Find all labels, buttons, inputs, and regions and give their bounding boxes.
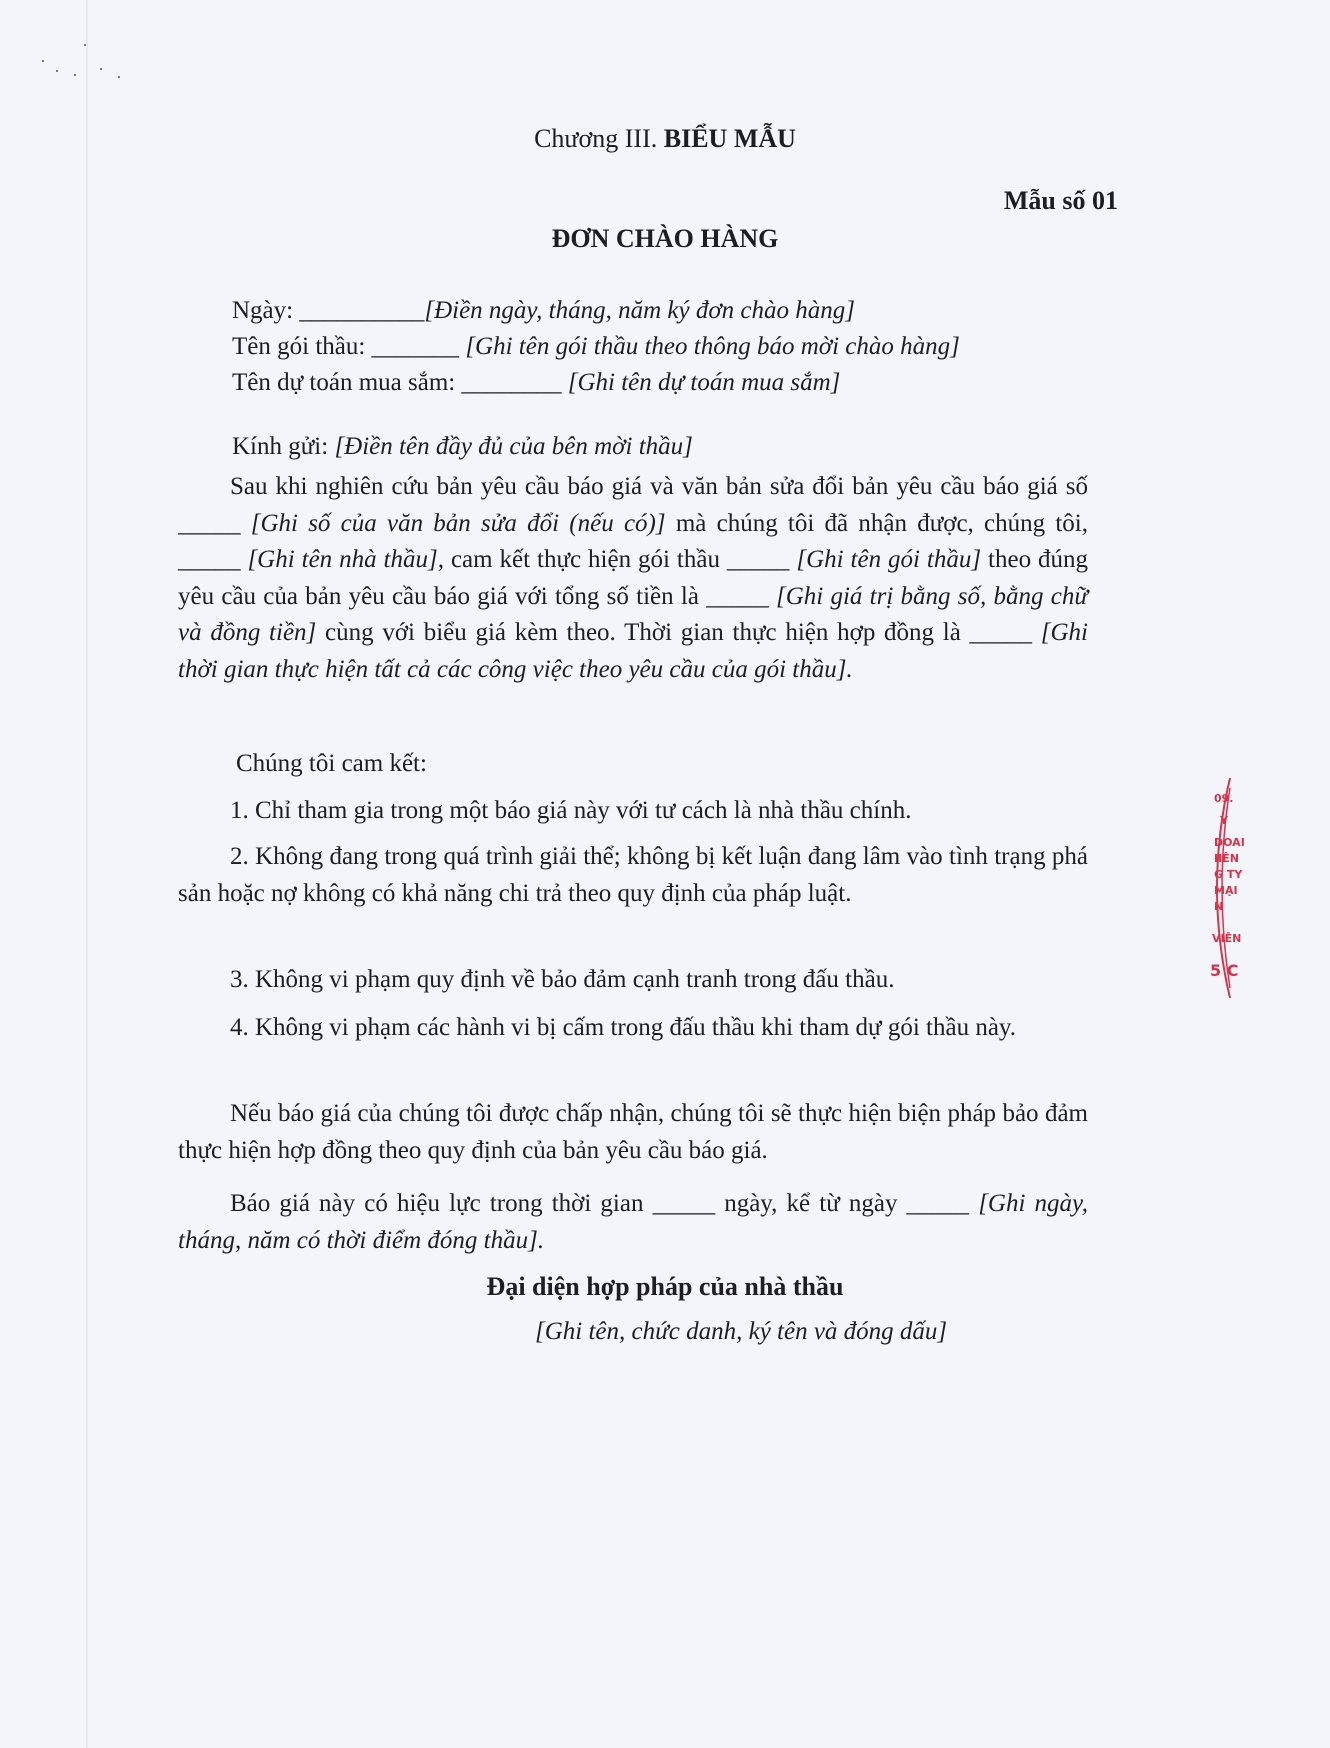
acceptance-paragraph <box>178 1096 1088 1169</box>
commitment-item <box>178 962 1088 999</box>
intro-text-4: theo đúng yêu cầu của bản yêu cầu báo giá với tổng số tiền là _____ <box>178 546 1089 610</box>
commitment-item <box>178 793 1088 830</box>
stamp-text: VIÊN <box>1212 932 1242 945</box>
chapter-heading <box>0 124 1330 154</box>
chapter-title: BIỂU MẪU <box>663 124 796 153</box>
intro-text-2: mà chúng tôi đã nhận được, chúng tôi, _____ <box>178 509 1088 573</box>
intro-hint-4: [Ghi giá trị bằng số, bằng chữ và đồng tiền] <box>178 582 1089 646</box>
acceptance-text: Nếu báo giá của chúng tôi được chấp nhận, chúng tôi sẽ thực hiện biện pháp bảo đảm thực hiện hợp đồng theo quy định của bản yêu cầu báo giá. <box>178 1100 1088 1164</box>
speck <box>100 68 102 70</box>
stamp-text: Y <box>1220 814 1228 827</box>
stamp-text: DOAI <box>1214 836 1245 849</box>
intro-text-5: cùng với biểu giá kèm theo. Thời gian thực hiện hợp đồng là _____ <box>325 619 1033 646</box>
stamp-text: N <box>1214 900 1224 913</box>
intro-text-1: Sau khi nghiên cứu bản yêu cầu báo giá và văn bản sửa đổi bản yêu cầu báo giá số _____ <box>178 473 1088 537</box>
intro-text-3: cam kết thực hiện gói thầu _____ <box>450 546 790 573</box>
document-title: ĐƠN CHÀO HÀNG <box>551 224 779 253</box>
addressee <box>232 430 693 464</box>
intro-hint-1: [Ghi số của văn bản sửa đổi (nếu có)] <box>250 509 666 537</box>
validity-hint: [Ghi ngày, tháng, năm có thời điểm đóng thầu]. <box>178 1190 1088 1254</box>
validity-text: Báo giá này có hiệu lực trong thời gian _____ ngày, kể từ ngày _____ <box>230 1190 970 1217</box>
speck <box>56 70 58 72</box>
commit-intro: Chúng tôi cam kết: <box>236 750 427 777</box>
validity-paragraph <box>178 1186 1088 1259</box>
commitment-text: 2. Không đang trong quá trình giải thể; không bị kết luận đang lâm vào tình trạng phá sản hoặc nợ không có khả năng chi trả theo quy định của pháp luật. <box>178 843 1088 907</box>
package-label: Tên gói thầu: _______ <box>232 333 460 360</box>
form-number: Mẫu số 01 <box>1003 186 1118 215</box>
intro-paragraph <box>178 469 1088 688</box>
estimate-label: Tên dự toán mua sắm: ________ <box>232 369 562 396</box>
date-field <box>232 294 855 328</box>
red-stamp-fragment <box>1186 778 1245 998</box>
stamp-text: 09. <box>1214 792 1234 805</box>
signature-hint: [Ghi tên, chức danh, ký tên và đóng dấu] <box>535 1318 948 1345</box>
addressee-label: Kính gửi: <box>232 433 329 460</box>
scan-specks <box>38 44 138 94</box>
chapter-prefix: Chương III. <box>534 124 658 153</box>
package-hint: [Ghi tên gói thầu theo thông báo mời chào hàng] <box>465 333 960 360</box>
stamp-text: 5 C <box>1210 961 1239 980</box>
speck <box>42 60 44 62</box>
stamp-text: MẠI <box>1214 884 1238 897</box>
package-field <box>232 330 960 364</box>
scan-edge <box>86 0 88 1748</box>
speck <box>84 44 86 46</box>
date-label: Ngày: __________ <box>232 297 425 324</box>
commitment-text: 4. Không vi phạm các hành vi bị cấm trong đấu thầu khi tham dự gói thầu này. <box>230 1014 1017 1041</box>
commitment-text: 3. Không vi phạm quy định về bảo đảm cạnh tranh trong đấu thầu. <box>230 966 895 993</box>
estimate-field <box>232 366 840 400</box>
commitment-text: 1. Chỉ tham gia trong một báo giá này với tư cách là nhà thầu chính. <box>230 797 912 824</box>
speck <box>74 74 76 76</box>
addressee-hint: [Điền tên đầy đủ của bên mời thầu] <box>334 433 693 460</box>
commitment-item <box>178 1010 1088 1047</box>
intro-hint-5: [Ghi thời gian thực hiện tất cả các công việc theo yêu cầu của gói thầu]. <box>178 619 1088 683</box>
intro-hint-3: [Ghi tên gói thầu] <box>796 546 982 573</box>
estimate-hint: [Ghi tên dự toán mua sắm] <box>567 369 841 396</box>
speck <box>118 76 120 78</box>
date-hint: [Điền ngày, tháng, năm ký đơn chào hàng] <box>424 297 856 324</box>
stamp-text: G TY <box>1214 868 1243 881</box>
stamp-text: IIÊN <box>1214 852 1239 865</box>
intro-hint-2: [Ghi tên nhà thầu], <box>247 546 444 573</box>
signature-title: Đại diện hợp pháp của nhà thầu <box>486 1272 844 1301</box>
commitment-item <box>178 839 1088 912</box>
